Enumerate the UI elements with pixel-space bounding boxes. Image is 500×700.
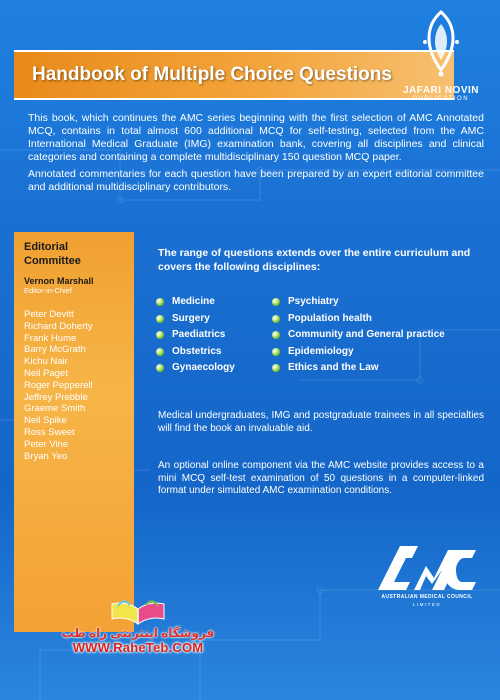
- disciplines-intro: The range of questions extends over the entire curriculum and covers the following disciplines:: [158, 247, 471, 273]
- bullet-icon: [156, 331, 164, 339]
- committee-list: [24, 309, 124, 462]
- audience-paragraph: Medical undergraduates, IMG and postgraduate trainees in all specialties will find the book an invaluable aid.: [158, 410, 484, 434]
- publisher-sub: PUBLICATION: [412, 96, 470, 102]
- discipline-item: [272, 360, 492, 377]
- intro-text: [28, 112, 484, 194]
- bullet-icon: [156, 364, 164, 372]
- committee-heading-line: Editorial: [24, 241, 69, 253]
- intro-paragraph: This book, which continues the AMC series beginning with the first selection of AMC Annotated MCQ, contains in total almost 600 additional MCQ for self-testing, selected from the AMC International Medical Graduate (IMG) examination bank, covering all disciplines and clinical categories and containing a complete multidisciplinary 150 question MCQ paper.: [28, 112, 484, 163]
- publisher-emblem-icon: [411, 8, 471, 78]
- bullet-icon: [272, 331, 280, 339]
- discipline-item: [272, 294, 492, 311]
- discipline-label: Community and General practice: [288, 329, 445, 340]
- amc-name: AUSTRALIAN MEDICAL COUNCIL: [381, 594, 473, 600]
- bullet-icon: [272, 348, 280, 356]
- discipline-label: Paediatrics: [172, 329, 226, 340]
- editorial-committee-panel: [14, 232, 134, 632]
- discipline-label: Psychiatry: [288, 296, 339, 307]
- committee-member: Neil Paget: [24, 367, 68, 379]
- shop-url[interactable]: WWW.RaheTeb.COM: [72, 640, 204, 655]
- editor-in-chief-role: Editor-in-Chief: [24, 286, 72, 295]
- discipline-item: [272, 344, 492, 361]
- online-component-paragraph: An optional online component via the AMC website provides access to a mini MCQ self-test examination of 50 questions in a computer-linked format under simulated AMC examination conditions.: [158, 460, 484, 496]
- amc-logo-icon: [372, 540, 482, 594]
- committee-member: Ross Sweet: [24, 426, 75, 438]
- discipline-item: [156, 294, 266, 311]
- discipline-label: Medicine: [172, 296, 215, 307]
- committee-member: Bryan Yeo: [24, 450, 68, 462]
- committee-heading: [24, 240, 124, 268]
- editor-in-chief-name: Vernon Marshall: [24, 276, 94, 286]
- committee-member: Roger Pepperell: [24, 379, 93, 391]
- committee-member: Jeffrey Prebble: [24, 391, 88, 403]
- discipline-item: [156, 344, 266, 361]
- bullet-icon: [272, 315, 280, 323]
- discipline-item: [156, 360, 266, 377]
- discipline-label: Population health: [288, 312, 372, 324]
- disciplines-list-left: [156, 294, 266, 377]
- intro-paragraph: Annotated commentaries for each question have been prepared by an expert editorial committee and additional multidisciplinary contributors.: [28, 168, 484, 193]
- committee-member: Kichu Nair: [24, 356, 68, 368]
- bullet-icon: [156, 298, 164, 306]
- discipline-label: Gynaecology: [172, 362, 235, 373]
- discipline-item: [272, 327, 492, 344]
- bullet-icon: [272, 364, 280, 372]
- committee-member: Graeme Smith: [24, 403, 86, 415]
- committee-member: Neil Spike: [24, 415, 67, 427]
- discipline-label: Ethics and the Law: [288, 362, 379, 373]
- disciplines-list-right: [272, 294, 492, 377]
- open-book-icon: [108, 598, 168, 628]
- page-title: Handbook of Multiple Choice Questions: [32, 64, 392, 85]
- discipline-label: Surgery: [172, 312, 210, 324]
- committee-member: Peter Vine: [24, 438, 69, 450]
- discipline-item: [156, 327, 266, 344]
- bullet-icon: [156, 348, 164, 356]
- shop-name: فروشگاه اینترنتی راه طب: [61, 626, 215, 640]
- discipline-item: [156, 311, 266, 328]
- committee-member: Peter Devitt: [24, 309, 74, 320]
- publisher-logo: [396, 8, 486, 112]
- committee-heading-line: Committee: [24, 255, 81, 267]
- amc-tag: LIMITED: [412, 602, 442, 607]
- shop-watermark: [48, 598, 228, 668]
- bullet-icon: [156, 315, 164, 323]
- discipline-label: Epidemiology: [288, 345, 354, 357]
- discipline-item: [272, 311, 492, 328]
- committee-member: Frank Hume: [24, 332, 77, 344]
- title-band: [14, 50, 454, 100]
- amc-logo: [372, 540, 482, 618]
- discipline-label: Obstetrics: [172, 345, 222, 357]
- bullet-icon: [272, 298, 280, 306]
- committee-member: Richard Doherty: [24, 320, 93, 332]
- publisher-name: JAFARI NOVIN: [402, 85, 479, 96]
- committee-member: Barry McGrath: [24, 344, 86, 356]
